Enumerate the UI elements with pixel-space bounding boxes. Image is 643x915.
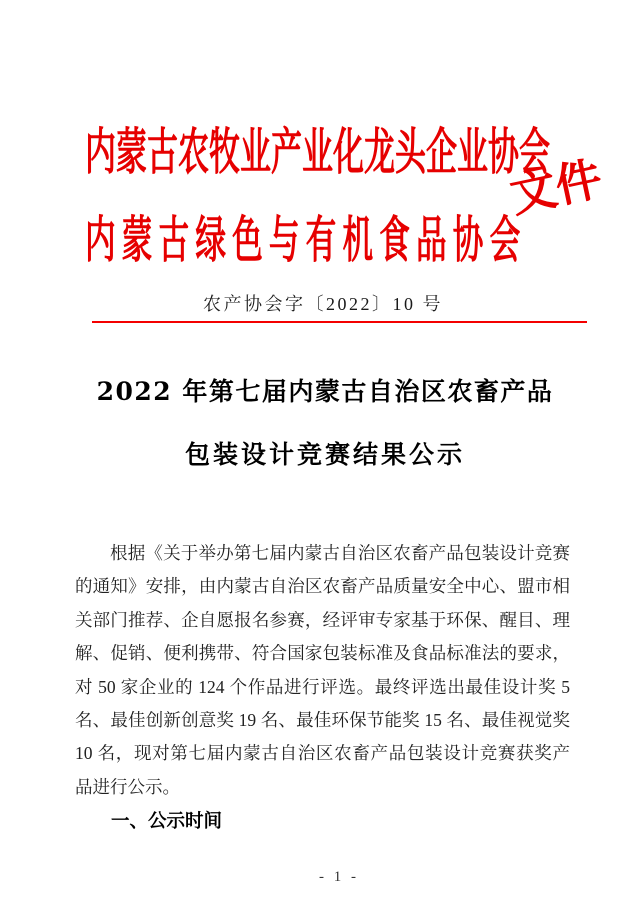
body-line: 解、促销、便利携带、符合国家包装标准及食品标准法的要求， <box>75 643 570 664</box>
document-title-line-1: 2022 年第七届内蒙古自治区农畜产品 <box>96 377 554 406</box>
org-name-line-1: 内蒙古农牧业产业化龙头企业协会 <box>85 122 550 181</box>
red-separator-line <box>92 321 587 323</box>
page-number: - 1 - <box>319 869 359 885</box>
document-type-label: 文件 <box>505 151 607 223</box>
body-line: 10 名，现对第七届内蒙古自治区农畜产品包装设计竞赛获奖产 <box>75 743 570 764</box>
body-line: 根据《关于举办第七届内蒙古自治区农畜产品包装设计竞赛 <box>110 543 570 563</box>
section-heading: 一、公示时间 <box>111 810 223 832</box>
body-line: 对 50 家企业的 124 个作品进行评选。最终评选出最佳设计奖 5 <box>75 676 570 697</box>
org-name-line-2: 内蒙古绿色与有机食品协会 <box>85 210 527 269</box>
body-line: 关部门推荐、企自愿报名参赛，经评审专家基于环保、醒目、理 <box>75 609 570 630</box>
document-number: 农产协会字〔2022〕10 号 <box>203 294 443 314</box>
body-line: 名、最佳创新创意奖 19 名、最佳环保节能奖 15 名、最佳视觉奖 <box>75 709 570 730</box>
body-line: 品进行公示。 <box>75 776 180 797</box>
document-title-line-2: 包装设计竞赛结果公示 <box>184 440 465 469</box>
body-paragraph <box>75 537 570 838</box>
body-line: 的通知》安排，由内蒙古自治区农畜产品质量安全中心、盟市相 <box>75 576 570 597</box>
